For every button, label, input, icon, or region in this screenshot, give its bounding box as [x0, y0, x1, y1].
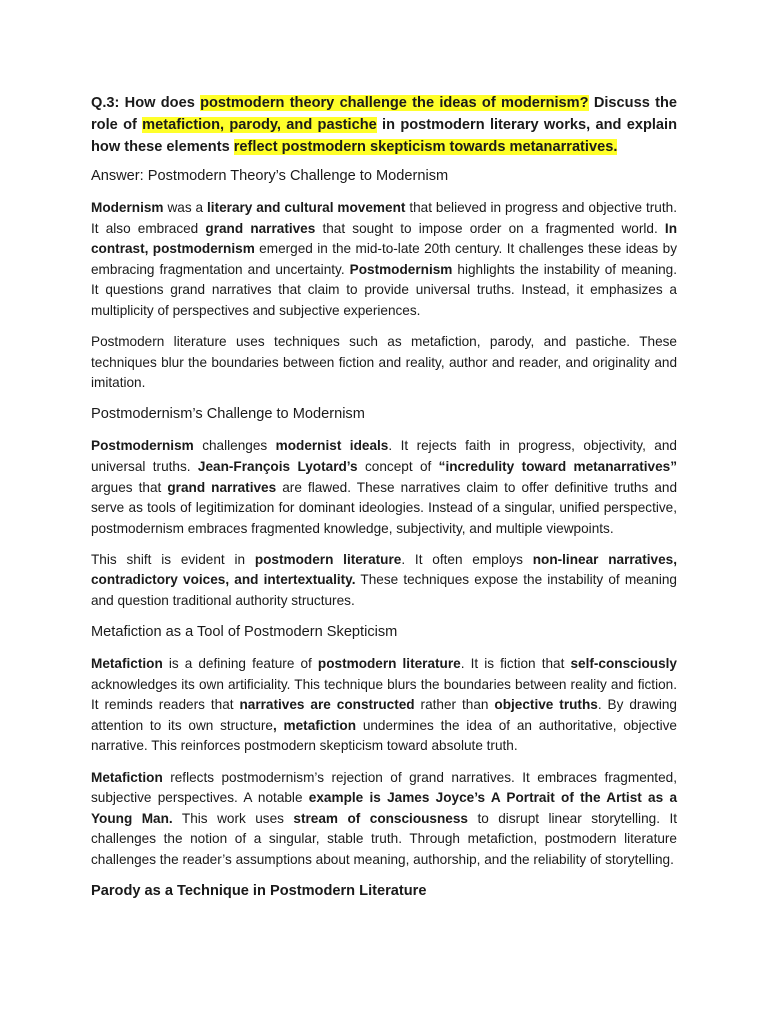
question-text: in postmodern literary works, and explain how these elements [91, 117, 678, 155]
bold-text: Metafiction [91, 656, 163, 672]
paragraph-lyotard [91, 436, 677, 539]
bold-text: postmodern literature [317, 656, 461, 672]
text: undermines the idea of an authoritative, objective narrative. This reinforces postmodern skepticism toward absolute truth. [91, 717, 677, 754]
bold-text: non-linear narratives, contradictory voices, and intertextuality. [91, 551, 677, 588]
bold-text: Jean-François Lyotard’s [197, 458, 358, 474]
text: . It rejects faith in progress, objectivity, and universal truths. [91, 438, 677, 474]
text: challenges [193, 438, 276, 454]
text: that sought to impose order on a fragmented world. [315, 220, 665, 236]
text: . It often employs [401, 551, 533, 567]
text: . It is fiction that [460, 656, 571, 672]
text: rather than [414, 697, 495, 713]
bold-text: self-consciously [570, 656, 677, 672]
bold-text: Postmodernism [91, 438, 194, 454]
paragraph-metafiction-definition [91, 654, 677, 757]
text: This shift is evident in [91, 551, 255, 567]
highlight-2: metafiction, parody, and pastiche [142, 117, 377, 133]
question-text: Discuss the role of [91, 95, 677, 133]
text: argues that [91, 479, 168, 495]
highlight-3: reflect postmodern skepticism towards metanarratives. [233, 139, 618, 155]
answer-heading: Answer: Postmodern Theory’s Challenge to Modernism [91, 168, 449, 184]
bold-text: Postmodernism [349, 261, 453, 277]
text: highlights the instability of meaning. It questions grand narratives that claim to provide universal truths. Instead, it emphasizes a multiplicity of perspectives and subjective experiences. [91, 261, 677, 318]
paragraph-shift [91, 550, 677, 612]
highlight-1: postmodern theory challenge the ideas of modernism? [200, 95, 589, 111]
bold-text: In contrast, postmodernism [91, 220, 678, 257]
question-text: Q.3: How does [91, 95, 201, 111]
paragraph-metafiction-example [91, 768, 677, 871]
bold-text: Modernism [91, 200, 164, 215]
bold-text: Metafiction [91, 769, 163, 785]
bold-text: modernist ideals [275, 438, 389, 454]
document-page [91, 92, 677, 913]
bold-text: example is James Joyce’s A Portrait of the Artist as a Young Man. [91, 790, 678, 826]
bold-text: stream of consciousness [293, 810, 468, 826]
text: to disrupt linear storytelling. It challenges the notion of a singular, stable truth. Through metafiction, postmodern literature challenges the reader’s assumptions about meaning, authorship, and the reliability of storytelling. [91, 810, 677, 867]
text: emerged in the mid-to-late 20th century. It challenges these ideas by embracing fragmentation and uncertainty. [91, 241, 677, 277]
paragraph-modernism [91, 198, 677, 322]
section-heading-challenge: Postmodernism’s Challenge to Modernism [91, 406, 365, 423]
text: that believed in progress and objective truth. It also embraced [91, 200, 677, 236]
bold-text: grand narratives [167, 479, 277, 495]
bold-text: literary and cultural movement [207, 200, 406, 215]
text: This work uses [172, 810, 294, 826]
bold-text: postmodern literature [254, 551, 402, 567]
section-heading-parody: Parody as a Technique in Postmodern Literature [91, 883, 427, 900]
question [91, 92, 677, 158]
bold-text: “incredulity toward metanarratives” [438, 458, 678, 474]
text: was a [163, 200, 208, 215]
bold-text: grand narratives [205, 220, 316, 236]
bold-text: , metafiction [272, 717, 357, 733]
section-heading-metafiction: Metafiction as a Tool of Postmodern Skepticism [91, 624, 398, 641]
bold-text: objective truths [494, 697, 598, 713]
text: concept of [357, 458, 439, 474]
text: reflects postmodernism’s rejection of grand narratives. It embraces fragmented, subjective perspectives. A notable [91, 769, 677, 806]
text: are flawed. These narratives claim to offer definitive truths and serve as tools of legitimization for dominant ideologies. Instead of a singular, unified perspective, postmodernism embraces fragmented knowledge, subjectivity, and multiple viewpoints. [91, 479, 677, 536]
text: . By drawing attention to its own structure [91, 697, 677, 733]
text: acknowledges its own artificiality. This technique blurs the boundaries between reality and fiction. It reminds readers that [91, 676, 677, 713]
text: These techniques expose the instability of meaning and question traditional authority structures. [91, 572, 677, 608]
paragraph-techniques: Postmodern literature uses techniques such as metafiction, parody, and pastiche. These techniques blur the boundaries between fiction and reality, author and reader, and originality and imitation. [91, 334, 677, 391]
bold-text: narratives are constructed [239, 697, 415, 713]
text: is a defining feature of [162, 656, 318, 672]
